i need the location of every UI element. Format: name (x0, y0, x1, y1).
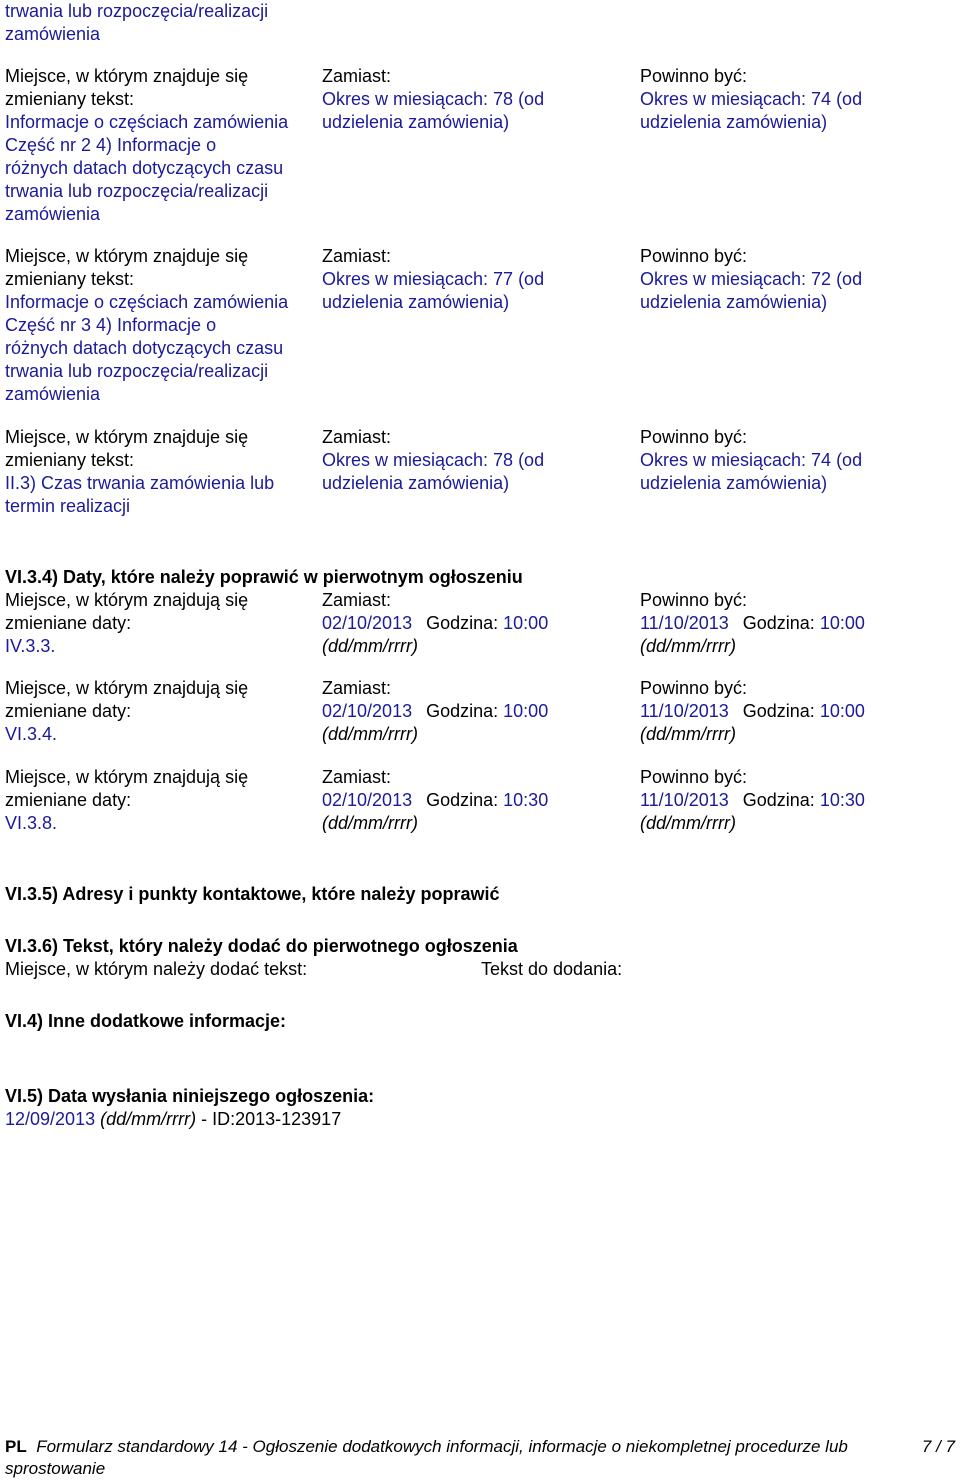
continued-text-fragment: trwania lub rozpoczęcia/realizacji zamówienia (5, 1, 269, 44)
date-row-3-instead: Zamiast: 02/10/2013 Godzina: 10:30 (dd/mm/rrrr) (322, 767, 549, 833)
sent-date-heading: VI.5) Data wysłania niniejszego ogłoszenia: (5, 1086, 375, 1106)
add-text-heading: VI.3.6) Tekst, który należy dodać do pierwotnego ogłoszenia (5, 936, 518, 956)
page-footer (5, 1436, 955, 1480)
notice-id: - ID:2013-123917 (201, 1109, 342, 1129)
date-row-3-should: Powinno być: 11/10/2013 Godzina: 10:30 (dd/mm/rrrr) (640, 767, 865, 833)
change-row-2-where: Miejsce, w którym znajduje się zmieniany tekst: Informacje o częściach zamówienia Część nr 3 4) Informacje o różnych datach dotyczących czasu trwania lub rozpoczęcia/realizacji zamówienia (5, 246, 289, 404)
change-row-1-instead: Zamiast: Okres w miesiącach: 78 (od udzielenia zamówienia) (322, 66, 545, 132)
date-row-1-where: Miejsce, w którym znajdują się zmieniane daty: IV.3.3. (5, 590, 249, 656)
date-row-1-should: Powinno być: 11/10/2013 Godzina: 10:00 (dd/mm/rrrr) (640, 590, 865, 656)
date-row-2-should: Powinno być: 11/10/2013 Godzina: 10:00 (dd/mm/rrrr) (640, 678, 865, 744)
date-row-1-instead: Zamiast: 02/10/2013 Godzina: 10:00 (dd/mm/rrrr) (322, 590, 549, 656)
change-row-3-should: Powinno być: Okres w miesiącach: 74 (od udzielenia zamówienia) (640, 427, 863, 493)
addresses-heading: VI.3.5) Adresy i punkty kontaktowe, które należy poprawić (5, 884, 500, 904)
add-text-where-label: Miejsce, w którym należy dodać tekst: (5, 959, 308, 979)
footer-language: PL (5, 1437, 27, 1456)
sent-date-value: 12/09/2013 (5, 1109, 96, 1129)
change-row-2-instead: Zamiast: Okres w miesiącach: 77 (od udzielenia zamówienia) (322, 246, 545, 312)
change-row-2-should: Powinno być: Okres w miesiącach: 72 (od udzielenia zamówienia) (640, 246, 863, 312)
footer-title: Formularz standardowy 14 - Ogłoszenie dodatkowych informacji, informacje o niekompletnej procedurze lub (36, 1437, 848, 1456)
change-row-1-should: Powinno być: Okres w miesiącach: 74 (od udzielenia zamówienia) (640, 66, 863, 132)
date-row-2-where: Miejsce, w którym znajdują się zmieniane daty: VI.3.4. (5, 678, 249, 744)
add-text-text-label: Tekst do dodania: (481, 959, 623, 979)
other-info-heading: VI.4) Inne dodatkowe informacje: (5, 1011, 287, 1031)
sent-date-line (5, 1108, 341, 1131)
change-row-3-where: Miejsce, w którym znajduje się zmieniany tekst: II.3) Czas trwania zamówienia lub termin realizacji (5, 427, 275, 516)
date-row-2-instead: Zamiast: 02/10/2013 Godzina: 10:00 (dd/mm/rrrr) (322, 678, 549, 744)
footer-title-continued: sprostowanie (5, 1459, 106, 1478)
change-row-1-where: Miejsce, w którym znajduje się zmieniany tekst: Informacje o częściach zamówienia Część nr 2 4) Informacje o różnych datach dotyczących czasu trwania lub rozpoczęcia/realizacji zamówienia (5, 66, 289, 224)
date-row-3-where: Miejsce, w którym znajdują się zmieniane daty: VI.3.8. (5, 767, 249, 833)
change-row-3-instead: Zamiast: Okres w miesiącach: 78 (od udzielenia zamówienia) (322, 427, 545, 493)
page-number: 7 / 7 (921, 1437, 955, 1456)
dates-section-heading: VI.3.4) Daty, które należy poprawić w pierwotnym ogłoszeniu (5, 567, 523, 587)
sent-date-format: (dd/mm/rrrr) (100, 1109, 197, 1129)
